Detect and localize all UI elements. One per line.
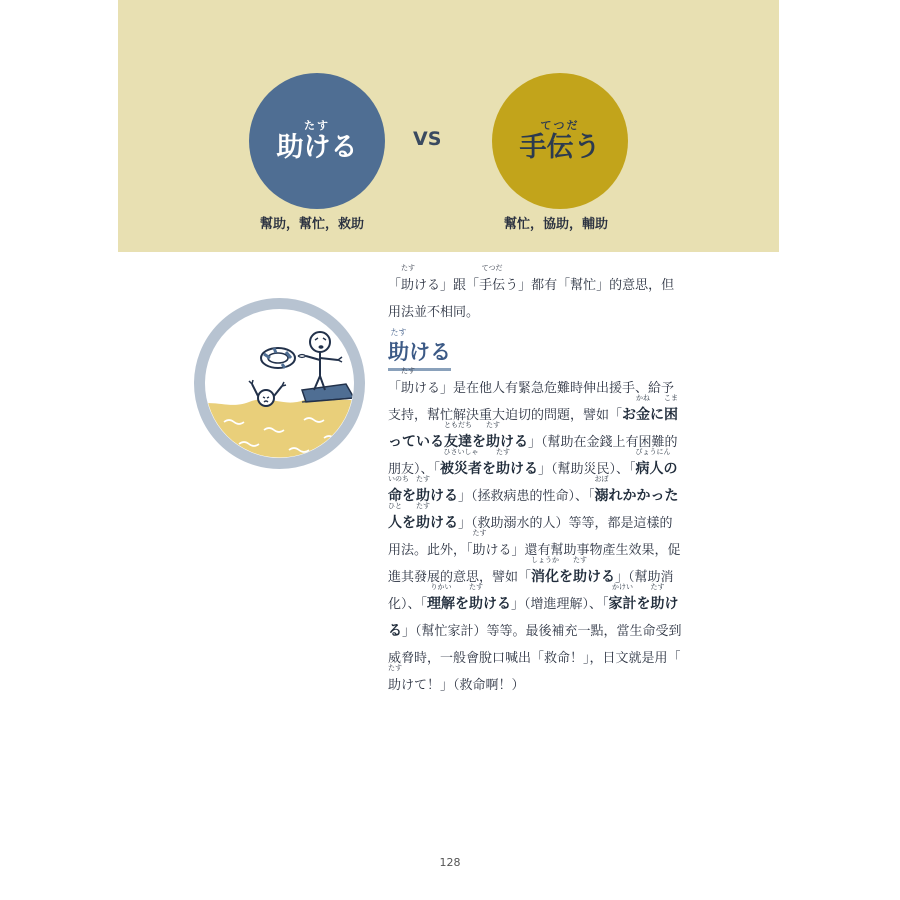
ruby-word: 助 たす <box>573 556 588 585</box>
section-heading: 助 たす ける <box>388 338 451 371</box>
ruby-word: 助 たす <box>496 448 511 477</box>
phrase-text: を <box>402 488 416 504</box>
tetsudau-meaning: 幫忙，協助，輔助 <box>504 217 609 232</box>
ruby-word: 助 たす <box>469 583 484 612</box>
explanation-content <box>388 264 684 699</box>
tasukeru-circle <box>249 73 385 209</box>
tetsudau-word: 手伝う <box>519 131 601 163</box>
ruby-word: 困 こま <box>664 394 679 423</box>
phrase-text: れかかった <box>608 488 679 504</box>
example-phrase-2 <box>440 448 539 477</box>
example-phrase-5 <box>531 556 616 585</box>
ruby-word: 人 ひと <box>388 502 402 531</box>
phrase-text: お <box>622 407 637 423</box>
ruby-word: 手伝 てつだ <box>479 264 506 293</box>
ruby-word: 病人 びょうにん <box>635 448 671 477</box>
ruby-word: 助 たす <box>416 475 430 504</box>
ruby-word: 助 たす <box>486 421 500 450</box>
phrase-text: ける <box>430 488 458 504</box>
rescue-illustration <box>194 298 365 469</box>
ruby-word: 消化 しょうか <box>531 556 560 585</box>
tetsudau-circle <box>492 73 628 209</box>
intro-paragraph: 「助 たす ける」跟「手伝 てつだ う」都有「幫忙」的意思，但用法並不相同。 <box>388 264 675 320</box>
example-phrase-6 <box>427 583 512 612</box>
phrase-text: を <box>402 515 416 531</box>
ruby-word: 被災者 ひさいしゃ <box>440 448 483 477</box>
phrase-text: ける <box>587 569 616 585</box>
ruby-word: 友達 ともだち <box>444 421 472 450</box>
phrase-text: っている <box>388 434 444 450</box>
phrase-text: を <box>559 569 574 585</box>
phrase-text: ける <box>388 596 679 639</box>
section-heading-wrap <box>388 328 684 371</box>
phrase-text: の <box>663 461 678 477</box>
vs-label: VS <box>413 128 442 150</box>
tasukeru-meaning: 幫助，幫忙，救助 <box>260 217 365 232</box>
phrase-text: に <box>650 407 665 423</box>
tasukeru-word: 助ける <box>276 131 358 163</box>
title-banner <box>118 0 779 252</box>
ruby-word: 助 たす <box>401 367 416 396</box>
ruby-word: 理解 りかい <box>427 583 456 612</box>
ruby-word: 助 たす <box>472 529 487 558</box>
page-number: 128 <box>439 856 461 869</box>
ruby-word: 助 たす <box>388 664 402 693</box>
phrase-text: ける <box>483 596 512 612</box>
ruby-word: 助 たす <box>416 502 430 531</box>
phrase-text: を <box>482 461 497 477</box>
phrase-text: を <box>636 596 651 612</box>
phrase-text: ける <box>430 515 458 531</box>
body-paragraph: 「助 たす ける」是在他人有緊急危難時伸出援手、給予支持，幫忙解決重大迫切的問題，譬如「お金 かね に困 こま っている友達 ともだち を助 たす ける」（幫助在金錢上有困難的朋友）、「被災者 ひさいしゃ を助 たす ける」（幫助災民）、「病人 びょうにん の命 いのち を助 たす ける」（拯救病患的性命）、「溺 おぼ れかかった人 ひと を助 たす ける」（救助溺水的人）等等，都是這樣的用法。此外，「助 たす ける」還有幫助事物產生效果，促進其發展的意思，譬如「消化 しょうか を助 たす ける」（幫助消化）、「理解 りかい を助 たす ける」（增進理解）、「家計 かけい を助 たす ける」（幫忙家計）等等。最後補充一點，當生命受到威脅時，一般會脫口喊出「救命！」，日文就是用「助 たす けて！」（救命啊！） <box>388 375 684 699</box>
tasukeru-ruby: たす <box>304 118 330 132</box>
ruby-word: 助 たす <box>650 583 665 612</box>
phrase-text: を <box>472 434 486 450</box>
ruby-word: 家計 かけい <box>608 583 637 612</box>
phrase-text: ける <box>510 461 539 477</box>
ruby-word: 助 たす <box>401 264 416 293</box>
ruby-word: 金 かね <box>636 394 651 423</box>
phrase-text: を <box>455 596 470 612</box>
tetsudau-ruby: てつだ <box>540 118 580 132</box>
ruby-word: 溺 おぼ <box>594 475 609 504</box>
phrase-text: ける <box>500 434 528 450</box>
ruby-word: 命 いのち <box>388 475 409 504</box>
